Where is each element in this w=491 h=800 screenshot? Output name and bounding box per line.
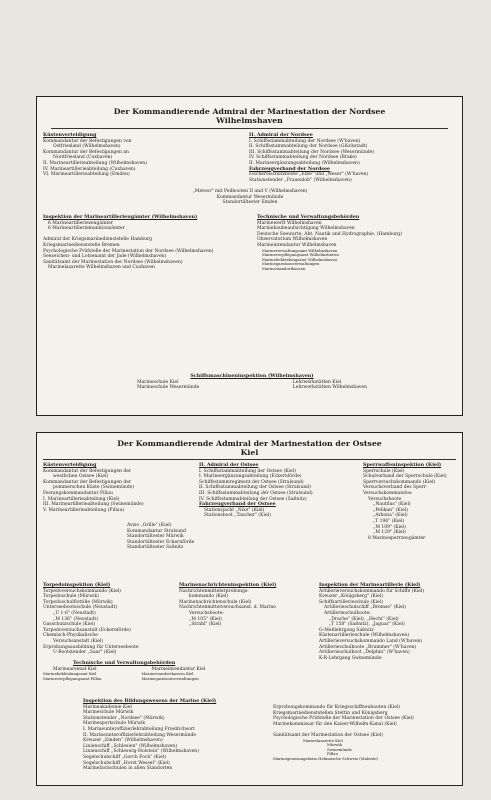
list-item: Marinestandortkassen (262, 265, 306, 271)
nordsee-subtitle: Wilhelmshaven (216, 116, 283, 125)
list-item: „Nautilus" (Kiel) (373, 502, 411, 508)
ostsee-rightlow-block (273, 705, 414, 762)
nordsee-inspektion-title: Inspektion der Marineartillerieugämter (Wilhelmshaven) (43, 214, 198, 220)
list-item: Kommandantur der Befestigungen an (43, 149, 129, 155)
list-item: I. Marineergänzungsabteilung (Eckernförde) (199, 474, 302, 480)
list-item: 6 Marineartilleriemunitionsämter (48, 226, 125, 232)
list-item: „Meteor" mit Peilbooten II und V (Wilhelmshaven) (192, 189, 308, 194)
list-item: Unterseebootsschule (Neustadt) (43, 605, 118, 611)
list-item: Torpedoschule (Mürwik) (43, 594, 99, 600)
list-item: IV. Marineartillerieabteilung (Cuxhaven) (43, 166, 136, 172)
list-item: III. Schiffsstammabteilung der Nordsee (Wesermünde) (249, 149, 375, 155)
list-item: Artillerieversuchskommando Land (W'haven) (319, 638, 423, 644)
list-item: G-Meßlehrgang Saßnitz (319, 627, 374, 633)
list-item: Standortältester Saßnitz (127, 545, 184, 551)
list-item: IV. Schiffsstammabteilung der Nordsee (Brake) (249, 155, 357, 161)
list-item: Standortältester Emden (222, 200, 278, 206)
list-item: Nachrichtenmittelversuchsanst. d. Marine (179, 605, 276, 611)
ostsee-nachricht-title: Marinenachrichteninspektion (Kiel) (179, 582, 277, 588)
list-item: Marineverwaltungsamt Wilhelmshaven (262, 247, 338, 253)
list-item: II. Schiffsstammabteilung der Ostsee (Stralsund) (199, 485, 311, 491)
ostsee-subtitle: Kiel (240, 448, 259, 457)
list-item: Kommandantur der Befestigungen der (43, 479, 132, 485)
ostsee-station-box (36, 432, 463, 786)
ostsee-header-rule (43, 459, 456, 460)
nordsee-admiral2-block (249, 133, 374, 183)
list-item: „Strahl" (Kiel) (189, 622, 222, 628)
nordsee-header-rule (51, 128, 448, 129)
list-item: Marineverpflegungsamt Pillau (43, 675, 102, 681)
list-item: Deutsche Seewarte, Abt. Nautik und Hydrographie, (Hamburg) (257, 231, 402, 237)
list-item: Versuchsboote: (189, 610, 224, 616)
list-item: Nachrichtenmittelerprobungs- (179, 588, 249, 594)
ostsee-center-block (127, 523, 194, 551)
list-item: Marinebekleidungsamt Kiel (43, 671, 97, 677)
list-item: Stationstender „Frauenlob" (Wilhelmshaven) (249, 177, 352, 183)
list-item: pommerschen Küste (Swinemünde) (53, 485, 135, 491)
nordsee-technik-block (257, 215, 402, 272)
list-item: Küstenartillerieschule (Wilhelmshaven) (319, 633, 410, 639)
list-item: Kommandantur der Befestigungen von (43, 138, 132, 144)
list-item: Marinebaubeaufsichtigung Wilhelmshaven (257, 226, 355, 232)
list-item: Artillerieschulboote „Brummer" (W'haven) (319, 644, 417, 650)
list-item: Kreuzer „Königsberg" (Kiel) (319, 594, 383, 600)
list-item: Kommandantur Stralsund (127, 528, 186, 534)
list-item: Marineintendantur Wilhelmshaven (257, 242, 337, 248)
list-item: Stationsjacht „Nixe" (Kiel) (204, 507, 265, 513)
list-item: U-Bootstender „Saar" (Kiel) (53, 650, 117, 656)
list-item: „M 105" (Kiel) (189, 616, 222, 622)
list-item: Marinestandortkassen Kiel (141, 671, 194, 677)
list-item: Lehrwerkstätten Wilhelmshaven (292, 385, 367, 391)
nordsee-fahrzeug-title: Fahrzeugverband der Nordsee (249, 165, 331, 172)
list-item: II. Schiffsstammabteilung der Nordsee (Glückstadt) (249, 144, 368, 150)
list-item: II. Marineergänzungsabteilung (Wilhelmshaven) (249, 160, 360, 166)
ostsee-bildung-block (83, 699, 216, 772)
list-item: Lehrwerkstätten Kiel (292, 379, 342, 385)
list-item: Kommandantur Wesermünde (216, 194, 284, 200)
list-item: Aviso „Grille" (Kiel) (127, 523, 172, 528)
ostsee-admiral2-title: II. Admiral der Ostsee (199, 462, 259, 468)
list-item: Swinemünde (327, 746, 352, 752)
list-item: K-R-Lehrgang Swinemünde (319, 655, 382, 661)
nordsee-admiral2-title: II. Admiral der Nordsee (249, 132, 313, 138)
list-item: „Arkona" (Kiel) (373, 513, 408, 519)
list-item: Psychologische Prüfstelle der Marinestation der Ostsee (Kiel) (273, 716, 414, 722)
nordsee-station-box (36, 96, 463, 416)
list-item: Torpedoversuchskommando (Kiel) (43, 588, 121, 594)
list-item: I. Schiffsstammabteilung der Ostsee (Kiel) (199, 468, 296, 474)
list-item: Schiffsstammregiment der Ostsee (Stralsund) (199, 479, 304, 485)
list-item: Marineschule Kiel (137, 379, 179, 385)
list-item: Observatorium Wilhelmshaven (257, 237, 328, 243)
list-item: IV. Schiffsstammabteilung der Ostsee (Saßnitz) (199, 496, 307, 502)
list-item: „Pelikan" (Kiel) (373, 507, 408, 513)
list-item: Festungskommandantur Pillau (43, 490, 113, 496)
list-item: Marinewerft Wilhelmshaven (257, 220, 322, 226)
list-item: Marineverpflegungsamt Wilhelmshaven (262, 252, 339, 258)
list-item: Mürwik (327, 742, 342, 748)
list-item: Chemisch-Physikalische (43, 633, 98, 639)
list-item: Marinegenesungsheim Helmnische Schweiz (Malente) (273, 755, 379, 761)
list-item: Stationstender „Nordsee" (Mürwik) (83, 715, 165, 721)
list-item: „M 136" (Neustadt) (53, 616, 98, 622)
list-item: „M 109" (Kiel) (373, 524, 406, 530)
list-item: Sperrversuchskommando (Kiel) (363, 479, 436, 485)
list-item: Artillerieschulschiff „Bremse" (Kiel) (324, 605, 406, 611)
list-item: Kriegsmarinedienststelle Bremen (43, 242, 120, 248)
nordsee-center-block (165, 189, 335, 206)
nordsee-kuesten-title: Küstenverteidigung (43, 132, 97, 138)
ostsee-kuesten-block (43, 463, 144, 513)
list-item: I. Marineunteroffizierlehrabteilung Friedrichsort (83, 726, 195, 732)
list-item: „U 1-6" (Neustadt) (53, 610, 96, 616)
list-item: Erprobungskommando für Kriegsschiffneubauten (Kiel) (273, 705, 401, 710)
list-item: Admiral der Kriegsmarinedienststelle Hamburg (43, 237, 153, 243)
list-item: Standortältester Mürwik (127, 534, 184, 540)
list-item: Torpedoschulflottille (Mürwik) (43, 599, 113, 605)
list-item: Marinearsenal Kiel (53, 666, 97, 672)
list-item: Marineschule Mürwik (83, 710, 134, 716)
list-item: Marinegarnisonverwaltungen (141, 675, 199, 681)
ostsee-sperr-block (363, 463, 447, 541)
list-item: Versuchsverband des Sperr- (363, 485, 428, 491)
list-item: Marinefachschulen in allen Standorten (83, 766, 173, 772)
list-item: Marineschule Wesermünde (137, 385, 200, 391)
list-item: Schiffsartillerieschule (Kiel) (319, 599, 383, 605)
list-item: Gasschutzschule (Kiel) (43, 622, 95, 628)
list-item: westlichen Ostsee (Kiel) (53, 474, 109, 480)
list-item: Marinebekleidungsamt Wilhelmshaven (262, 256, 338, 262)
list-item: Versuchsboote (368, 496, 402, 502)
list-item: Artillerieschulboot „Delphin" (W'haven) (319, 650, 410, 656)
list-item: Marinelazarette Wilhelmshaven und Cuxhaven (48, 265, 155, 271)
ostsee-technik-title: Technische und Verwaltungsbehörden (73, 660, 176, 666)
list-item: Pillau (327, 751, 338, 757)
list-item: V. Marineartillerieabteilung (Pillau) (43, 507, 125, 513)
list-item: Kommandantur der Befestigungen der (43, 468, 132, 474)
list-item: Linienschiff „Schleswig-Holstein" (Wilhelmshaven) (83, 749, 199, 755)
nordsee-inspektion-block (43, 215, 213, 271)
list-item: 6 Marineartilleriezeugämter (48, 220, 113, 226)
ostsee-artinsp-title: Inspektion der Marineartillerie (Kiel) (319, 582, 421, 588)
ostsee-torpedo-title: Torpedoinspektion (Kiel) (43, 582, 111, 588)
nordsee-technik-title: Technische und Verwaltungsbehörden (257, 214, 360, 220)
list-item: „M 129" (Kiel) (373, 530, 406, 536)
nordsee-schiffsmasch-title: Schiffsmaschineninspektion (Wilhelmshaven) (190, 373, 314, 379)
list-item: Sperrschule (Kiel) (363, 468, 405, 474)
list-item: Segelschulschiff „Horst Wessel" (Kiel) (83, 760, 170, 766)
list-item: Stationsboot „Taucher" (Kiel) (204, 513, 271, 519)
list-item: 8 Marinesperrzeugämter (368, 535, 426, 541)
ostsee-fahrzeug-title: Fahrzeugverband der Ostsee (199, 501, 276, 508)
list-item: Nordfriesland (Cuxhaven) (53, 155, 113, 161)
nordsee-schiffsmasch-block (137, 374, 367, 391)
ostsee-technik-block (43, 661, 205, 681)
list-item: Artillerieschulboote: (324, 610, 371, 616)
list-item: Fischereischutzboote „Elbe" und „Weser" (W'haven) (249, 172, 369, 178)
list-item: Kriegsmarinedienststellen Stettin und Königsberg (273, 710, 388, 716)
ostsee-bildung-title: Inspektion des Bildungswesens der Marine (Kiel) (83, 698, 217, 704)
list-item: Kreuzer „Emden" (Wilhelmshaven) (83, 738, 163, 744)
ostsee-torpedo-block (43, 583, 139, 656)
list-item: Marineakademie Kiel (83, 704, 132, 710)
ostsee-artinsp-block (319, 583, 424, 661)
list-item: kommando (Kiel) (189, 594, 228, 600)
list-item: „T 196" (Kiel) (373, 518, 405, 524)
list-item: Sanitätsamt der Marinestation der Nordsee (Wilhelmshaven) (43, 259, 183, 265)
list-item: II. Marineartillerieabteilung (Wilhelmshaven) (43, 160, 147, 166)
list-item: „T 158" (Saßnitz), „Jaguar" (Kiel) (329, 622, 405, 628)
list-item: Linienschiff „Schlesien" (Wilhelmshaven) (83, 743, 178, 749)
nordsee-title: Der Kommandierende Admiral der Marinestation der Nordsee (113, 107, 386, 116)
list-item: Marinekommissar für den Kaiser-Wilhelm-Kanal (Kiel) (273, 721, 397, 727)
ostsee-kuesten-title: Küstenverteidigung (43, 462, 97, 468)
list-item: Schulverband der Sperrschule (Kiel) (363, 474, 447, 480)
list-item: VI. Marineartillerieabteilung (Emden) (43, 172, 130, 178)
list-item: I. Marineartillerieabteilung (Kiel) (43, 496, 120, 502)
list-item: Torpedoversuchsanstalt (Eckernförde) (43, 627, 131, 633)
list-item: Marinegarnisonverwaltungen (262, 261, 320, 267)
list-item: Standortältester Eckernförde (127, 539, 195, 545)
list-item: III. Schiffsstammabteilung der Ostsee (Stralsund) (199, 490, 313, 496)
list-item: Psychologische Prüfstelle der Marinestation der Nordsee (Wilhelmshaven) (43, 248, 214, 254)
list-item: Seezeichen- und Lotsenamt der Jade (Wilhelmshaven) (43, 254, 167, 260)
list-item: „Drache" (Kiel), „Hecht" (Kiel) (329, 616, 399, 622)
list-item: II. Marineunteroffizierlehrabteilung Wesermünde (83, 732, 197, 738)
list-item: Versuchskommandos: (363, 490, 413, 496)
ostsee-admiral2-block (199, 463, 313, 519)
ostsee-nachricht-block (179, 583, 276, 628)
list-item: III. Marineartillerieabteilung (Swinemünde) (43, 502, 144, 508)
list-item: Marinenachrichtenschule (Kiel) (179, 599, 252, 605)
list-item: Versuchsanstalt (Kiel) (53, 638, 104, 644)
list-item: I. Schiffsstammabteilung der Nordsee (W'haven) (249, 138, 361, 144)
ostsee-sperr-title: Sperrwaffeninspektion (Kiel) (363, 462, 442, 468)
list-item: Marineintendantur Kiel (151, 666, 206, 672)
list-item: Artillerieversuchskommando für Schiffe (Kiel) (319, 588, 425, 594)
list-item: Erprobungsausbildung für Unterseeboote (43, 644, 139, 650)
list-item: Sanitätsamt der Marinestation der Ostsee (Kiel) (273, 732, 383, 738)
list-item: Ostfriesland (Wilhelmshaven) (53, 144, 121, 150)
list-item: Marinelazarette Kiel (303, 737, 343, 743)
list-item: Marinesportschule Mürwik (83, 721, 146, 727)
ostsee-title: Der Kommandierende Admiral der Marinestation der Ostsee (117, 439, 382, 448)
nordsee-kuesten-block (43, 133, 147, 178)
list-item: Segelschulschiff „Gorch Fock" (Kiel) (83, 754, 166, 760)
